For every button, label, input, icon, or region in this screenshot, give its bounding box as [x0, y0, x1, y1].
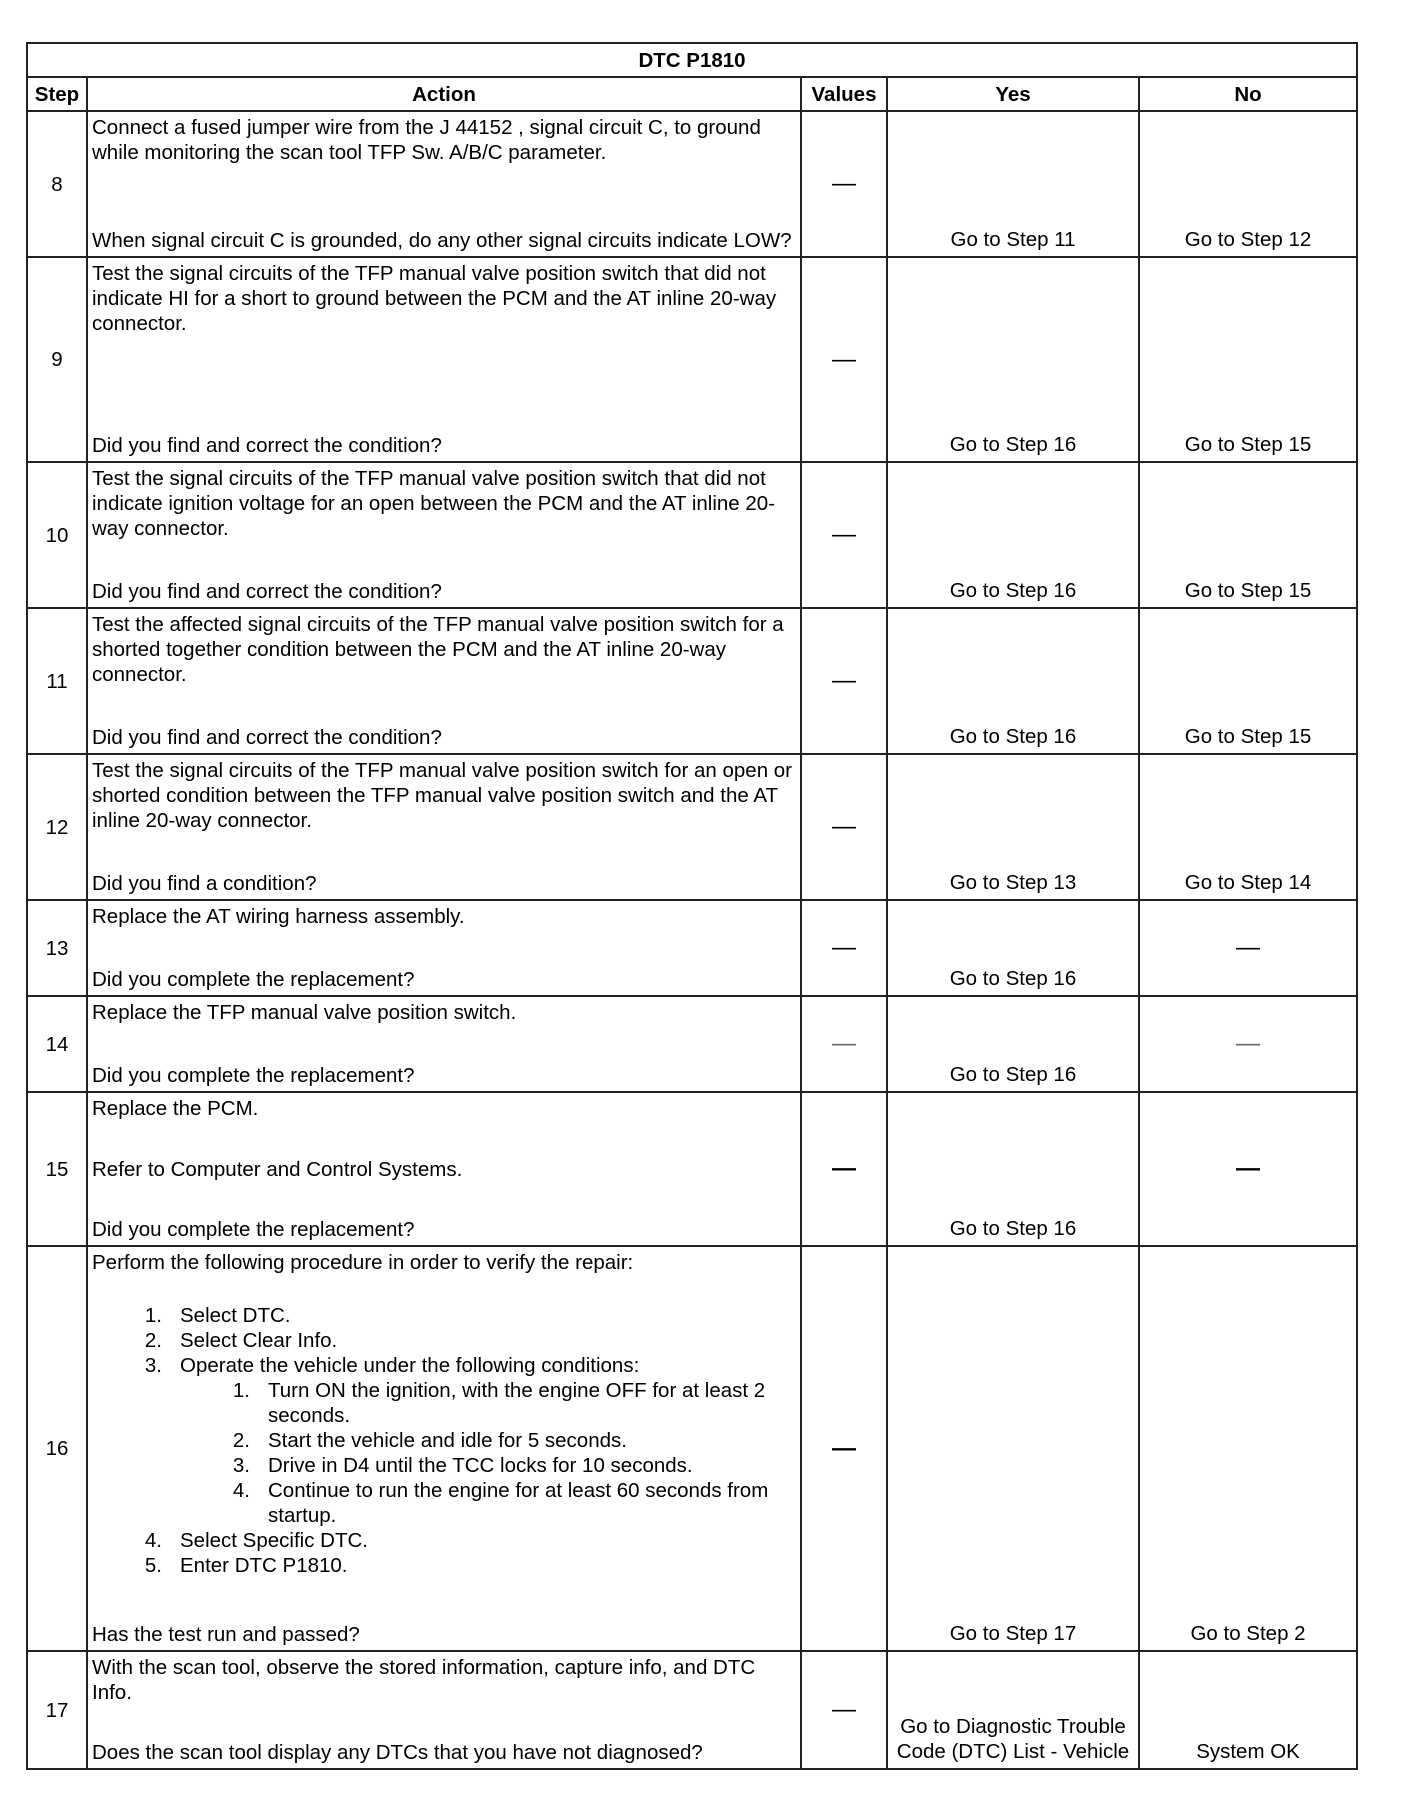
table-row	[27, 900, 1357, 996]
list-item	[92, 1478, 796, 1528]
action-question: Did you complete the replacement?	[92, 1218, 415, 1241]
list-text: Enter DTC P1810.	[180, 1554, 348, 1577]
values-cell: —	[801, 1651, 887, 1769]
step-number: 11	[27, 608, 87, 754]
list-text: Operate the vehicle under the following conditions:	[180, 1354, 640, 1377]
action-cell	[87, 996, 801, 1092]
no-cell: Go to Step 15	[1139, 462, 1357, 608]
no-cell: Go to Step 12	[1139, 111, 1357, 257]
list-item	[92, 1328, 796, 1353]
table-row	[27, 608, 1357, 754]
header-values: Values	[801, 77, 887, 111]
action-text: Test the signal circuits of the TFP manual valve position switch for an open or shorted condition between the TFP manual valve position switch and the AT inline 20-way connector.	[92, 759, 793, 832]
yes-cell: Go to Step 16	[887, 996, 1139, 1092]
action-text: Connect a fused jumper wire from the J 44152 , signal circuit C, to ground while monitoring the scan tool TFP Sw. A/B/C parameter.	[92, 116, 761, 164]
no-cell: Go to Step 15	[1139, 608, 1357, 754]
yes-cell: Go to Step 16	[887, 462, 1139, 608]
yes-cell: Go to Step 16	[887, 1092, 1139, 1246]
list-number: 2.	[144, 1329, 162, 1352]
step-number: 9	[27, 257, 87, 462]
list-text: Select DTC.	[180, 1304, 291, 1327]
list-item	[92, 1378, 796, 1428]
action-text: Perform the following procedure in order to verify the repair:	[92, 1251, 634, 1274]
action-cell	[87, 1246, 801, 1651]
action-cell	[87, 900, 801, 996]
list-number: 5.	[144, 1554, 162, 1577]
action-question: Has the test run and passed?	[92, 1623, 360, 1646]
action-text: Replace the PCM.	[92, 1097, 259, 1120]
action-question: Did you find a condition?	[92, 872, 317, 895]
list-text: Start the vehicle and idle for 5 seconds.	[268, 1429, 627, 1452]
step-number: 14	[27, 996, 87, 1092]
yes-cell: Go to Step 17	[887, 1246, 1139, 1651]
action-cell	[87, 608, 801, 754]
action-cell	[87, 257, 801, 462]
values-cell: —	[801, 900, 887, 996]
list-item	[92, 1303, 796, 1328]
list-number: 1.	[232, 1379, 250, 1402]
action-question: Did you find and correct the condition?	[92, 434, 442, 457]
table-row	[27, 754, 1357, 900]
yes-cell: Go to Diagnostic Trouble Code (DTC) List - Vehicle	[887, 1651, 1139, 1769]
action-reference: Refer to Computer and Control Systems.	[92, 1157, 463, 1181]
sub-procedure-list	[180, 1378, 796, 1528]
list-item	[92, 1453, 796, 1478]
list-text: Select Specific DTC.	[180, 1529, 368, 1552]
action-cell	[87, 462, 801, 608]
yes-cell: Go to Step 16	[887, 900, 1139, 996]
list-item	[92, 1428, 796, 1453]
no-cell: —	[1139, 900, 1357, 996]
action-question: Did you find and correct the condition?	[92, 726, 442, 749]
header-no: No	[1139, 77, 1357, 111]
step-number: 10	[27, 462, 87, 608]
values-cell: —	[801, 754, 887, 900]
list-number: 4.	[232, 1479, 250, 1502]
yes-cell: Go to Step 11	[887, 111, 1139, 257]
table-row	[27, 1092, 1357, 1246]
no-cell: —	[1139, 996, 1357, 1092]
action-text: Replace the TFP manual valve position switch.	[92, 1001, 517, 1024]
action-question: Did you find and correct the condition?	[92, 580, 442, 603]
list-item	[92, 1528, 796, 1553]
yes-cell: Go to Step 16	[887, 608, 1139, 754]
list-text: Continue to run the engine for at least 60 seconds from startup.	[268, 1479, 769, 1527]
list-text: Drive in D4 until the TCC locks for 10 seconds.	[268, 1454, 693, 1477]
step-number: 16	[27, 1246, 87, 1651]
yes-cell: Go to Step 13	[887, 754, 1139, 900]
action-question: When signal circuit C is grounded, do any other signal circuits indicate LOW?	[92, 229, 792, 252]
step-number: 12	[27, 754, 87, 900]
no-cell: Go to Step 15	[1139, 257, 1357, 462]
header-step: Step	[27, 77, 87, 111]
action-question: Did you complete the replacement?	[92, 1064, 415, 1087]
values-cell: —	[801, 1246, 887, 1651]
action-text: Test the affected signal circuits of the TFP manual valve position switch for a shorted together condition between the PCM and the AT inline 20-way connector.	[92, 613, 784, 686]
table-row	[27, 996, 1357, 1092]
list-number: 3.	[232, 1454, 250, 1477]
table-row	[27, 462, 1357, 608]
action-question: Does the scan tool display any DTCs that you have not diagnosed?	[92, 1741, 703, 1764]
values-cell: —	[801, 1092, 887, 1246]
header-yes: Yes	[887, 77, 1139, 111]
no-cell: Go to Step 2	[1139, 1246, 1357, 1651]
step-number: 8	[27, 111, 87, 257]
action-question: Did you complete the replacement?	[92, 968, 415, 991]
table-row	[27, 257, 1357, 462]
values-cell: —	[801, 462, 887, 608]
list-text: Turn ON the ignition, with the engine OFF for at least 2 seconds.	[268, 1379, 766, 1427]
table-row	[27, 1651, 1357, 1769]
action-text: Test the signal circuits of the TFP manual valve position switch that did not indicate ignition voltage for an open between the PCM and the AT inline 20-way connector.	[92, 467, 776, 540]
action-cell	[87, 1651, 801, 1769]
values-cell: —	[801, 111, 887, 257]
action-text: Replace the AT wiring harness assembly.	[92, 905, 465, 928]
action-text: Test the signal circuits of the TFP manual valve position switch that did not indicate HI for a short to ground between the PCM and the AT inline 20-way connector.	[92, 262, 777, 335]
values-cell: —	[801, 257, 887, 462]
list-number: 3.	[144, 1354, 162, 1377]
action-cell	[87, 1092, 801, 1246]
table-title: DTC P1810	[27, 43, 1357, 77]
action-cell	[87, 754, 801, 900]
action-cell	[87, 111, 801, 257]
list-number: 4.	[144, 1529, 162, 1552]
header-row	[27, 77, 1357, 111]
no-cell: System OK	[1139, 1651, 1357, 1769]
action-text: With the scan tool, observe the stored information, capture info, and DTC Info.	[92, 1656, 756, 1704]
values-cell: —	[801, 608, 887, 754]
table-row	[27, 1246, 1357, 1651]
procedure-list	[92, 1303, 796, 1578]
list-item	[92, 1353, 796, 1528]
step-number: 13	[27, 900, 87, 996]
yes-cell: Go to Step 16	[887, 257, 1139, 462]
dtc-table	[26, 42, 1358, 1770]
step-number: 15	[27, 1092, 87, 1246]
header-action: Action	[87, 77, 801, 111]
values-cell: —	[801, 996, 887, 1092]
no-cell: —	[1139, 1092, 1357, 1246]
no-cell: Go to Step 14	[1139, 754, 1357, 900]
list-text: Select Clear Info.	[180, 1329, 338, 1352]
table-row	[27, 111, 1357, 257]
list-number: 2.	[232, 1429, 250, 1452]
list-number: 1.	[144, 1304, 162, 1327]
step-number: 17	[27, 1651, 87, 1769]
list-item	[92, 1553, 796, 1578]
